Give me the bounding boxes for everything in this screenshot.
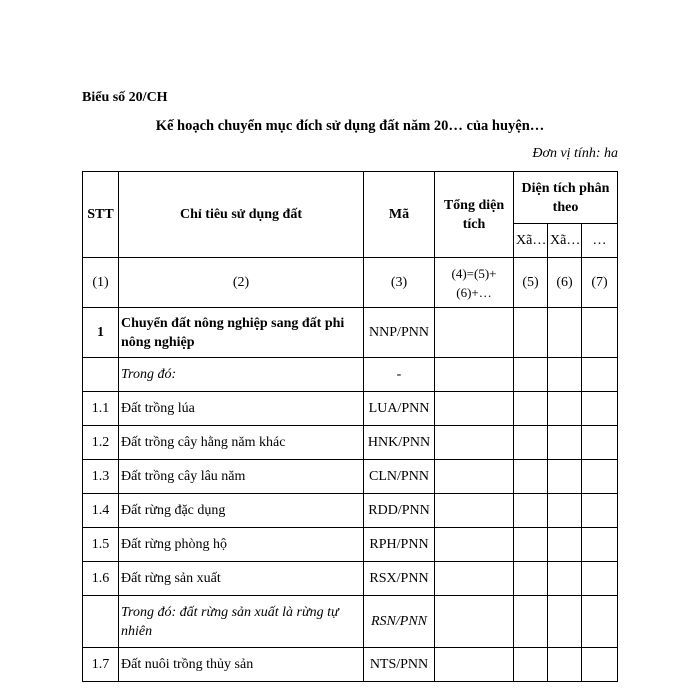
row-code: RSN/PNN — [364, 596, 435, 648]
row-stt — [83, 596, 119, 648]
row-stt: 1.7 — [83, 648, 119, 682]
header-commune-1: Xã… — [514, 224, 548, 258]
row-code: NTS/PNN — [364, 648, 435, 682]
row-code: RPH/PNN — [364, 528, 435, 562]
colnum-5: (5) — [514, 258, 548, 308]
header-commune-more: … — [582, 224, 618, 258]
table-row — [83, 358, 618, 392]
colnum-4: (4)=(5)+(6)+… — [435, 258, 514, 308]
colnum-6: (6) — [548, 258, 582, 308]
table-row — [83, 426, 618, 460]
row-stt: 1.5 — [83, 528, 119, 562]
row-stt: 1.6 — [83, 562, 119, 596]
header-code: Mã — [364, 172, 435, 258]
colnum-2: (2) — [119, 258, 364, 308]
table-row — [83, 596, 618, 648]
row-code: - — [364, 358, 435, 392]
header-breakdown: Diện tích phân theo — [514, 172, 618, 224]
header-total-area: Tổng diện tích — [435, 172, 514, 258]
row-indicator: Đất nuôi trồng thủy sản — [119, 648, 364, 682]
row-stt — [83, 358, 119, 392]
row-indicator: Trong đó: — [119, 358, 364, 392]
row-stt: 1.3 — [83, 460, 119, 494]
form-number: Biểu số 20/CH — [82, 90, 168, 105]
row-indicator: Đất trồng cây hằng năm khác — [119, 426, 364, 460]
colnum-1: (1) — [83, 258, 119, 308]
header-stt: STT — [83, 172, 119, 258]
row-indicator: Đất rừng sản xuất — [119, 562, 364, 596]
row-code: RSX/PNN — [364, 562, 435, 596]
row-indicator: Đất trồng lúa — [119, 392, 364, 426]
row-code: RDD/PNN — [364, 494, 435, 528]
row-stt: 1.4 — [83, 494, 119, 528]
row-code: CLN/PNN — [364, 460, 435, 494]
colnum-3: (3) — [364, 258, 435, 308]
row-indicator: Trong đó: đất rừng sản xuất là rừng tự nhiên — [119, 596, 364, 648]
table-row — [83, 528, 618, 562]
land-use-plan-table — [82, 171, 618, 682]
document-title: Kế hoạch chuyển mục đích sử dụng đất năm 20… của huyện… — [155, 118, 545, 134]
row-indicator: Chuyển đất nông nghiệp sang đất phi nông nghiệp — [119, 308, 364, 358]
table-row — [83, 648, 618, 682]
row-code: NNP/PNN — [364, 308, 435, 358]
row-indicator: Đất rừng phòng hộ — [119, 528, 364, 562]
table-row — [83, 562, 618, 596]
table-row — [83, 308, 618, 358]
table-row — [83, 460, 618, 494]
row-stt: 1.2 — [83, 426, 119, 460]
header-commune-2: Xã… — [548, 224, 582, 258]
table-row — [83, 494, 618, 528]
table-row — [83, 392, 618, 426]
row-indicator: Đất rừng đặc dụng — [119, 494, 364, 528]
row-indicator: Đất trồng cây lâu năm — [119, 460, 364, 494]
row-stt: 1 — [83, 308, 119, 358]
header-indicator: Chỉ tiêu sử dụng đất — [119, 172, 364, 258]
row-code: LUA/PNN — [364, 392, 435, 426]
unit-label: Đơn vị tính: ha — [532, 146, 618, 161]
row-code: HNK/PNN — [364, 426, 435, 460]
row-stt: 1.1 — [83, 392, 119, 426]
colnum-7: (7) — [582, 258, 618, 308]
